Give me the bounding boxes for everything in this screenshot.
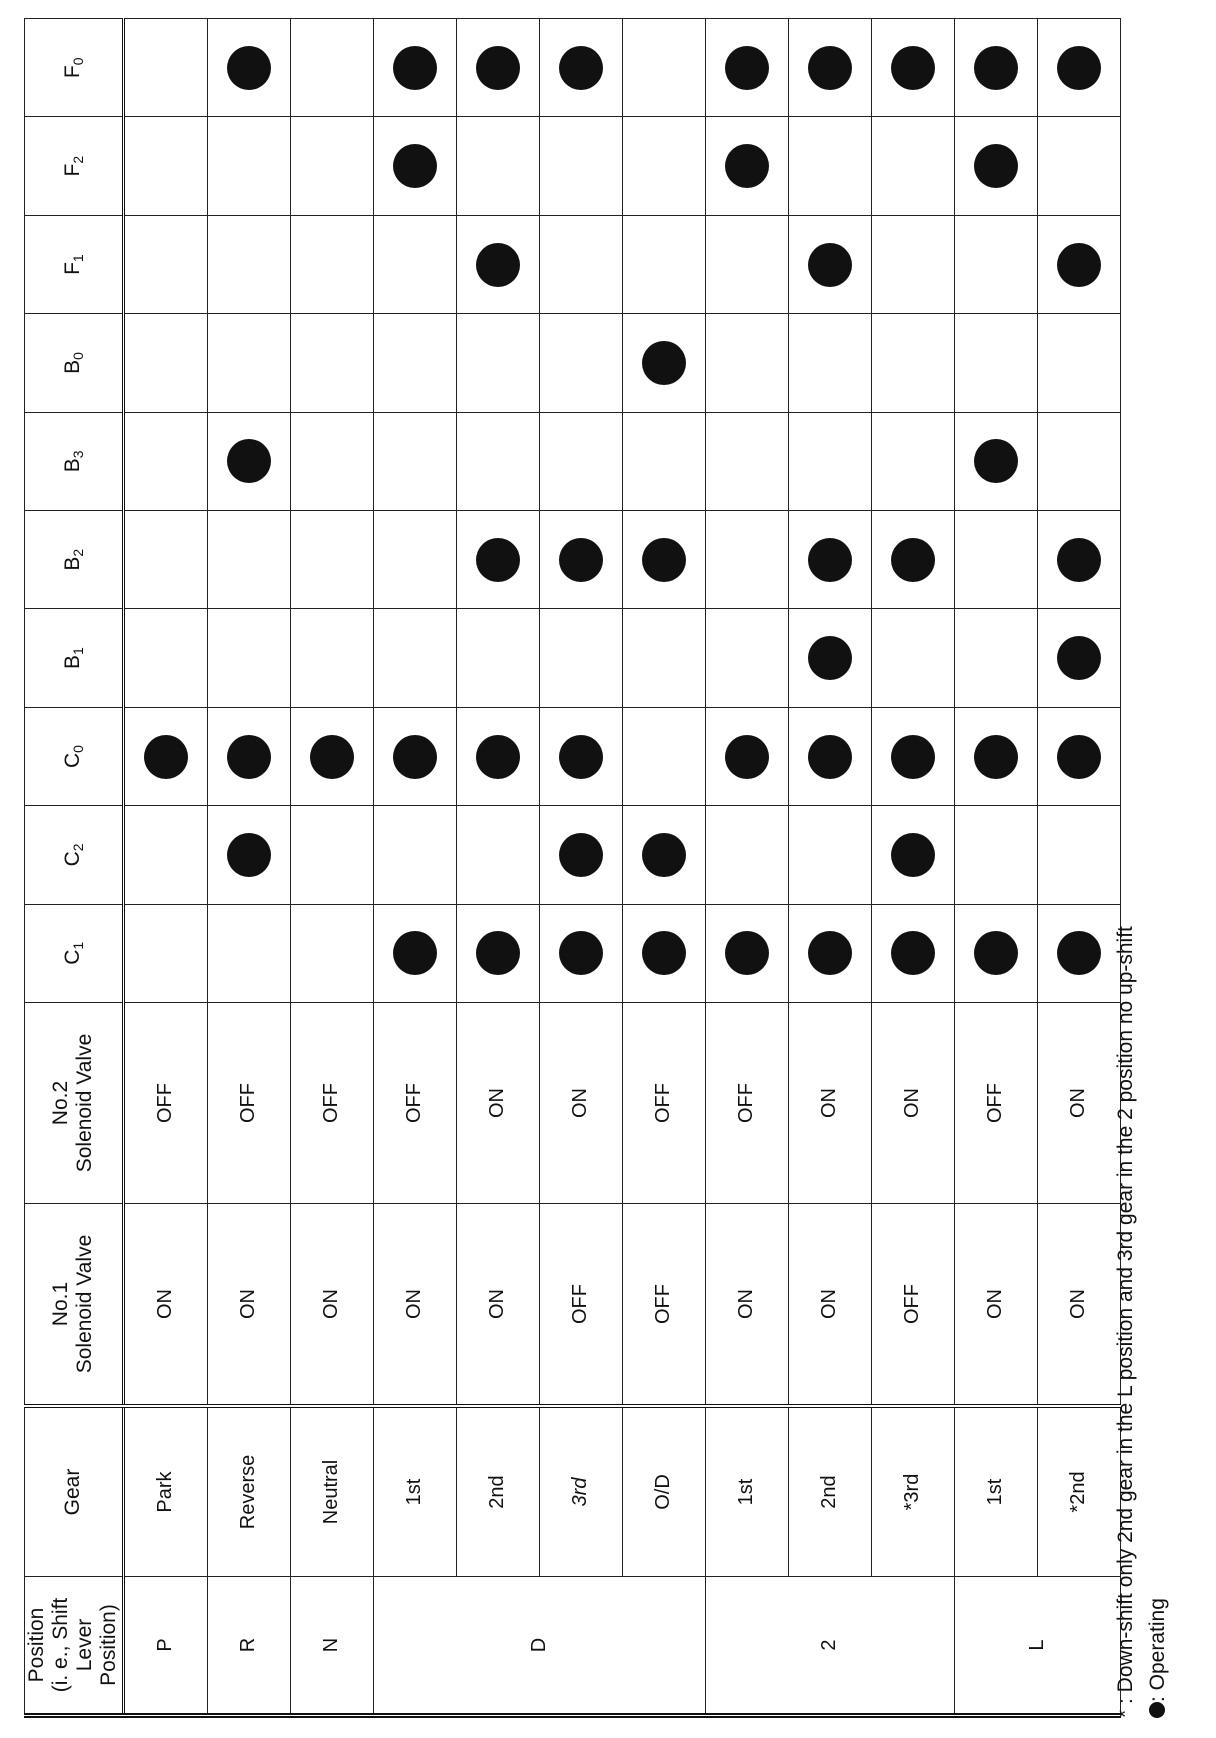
position-cell: D	[373, 1577, 705, 1716]
element-state-cell	[1037, 19, 1120, 117]
element-subscript: 0	[70, 745, 87, 753]
element-state-cell	[539, 904, 622, 1002]
gear-header: Gear	[25, 1406, 124, 1577]
operating-dot-icon	[808, 931, 852, 975]
element-header-b0	[25, 314, 124, 412]
element-state-cell	[373, 904, 456, 1002]
operating-dot-icon	[227, 439, 271, 483]
operation-table	[24, 18, 1121, 1718]
element-header-c0	[25, 707, 124, 805]
element-state-cell	[290, 19, 373, 117]
element-state-cell	[373, 707, 456, 805]
element-header-b2	[25, 511, 124, 609]
header-row	[25, 19, 124, 1716]
element-subscript: 2	[70, 155, 87, 164]
operating-dot-icon	[310, 735, 354, 779]
solenoid-valve-2-cell: OFF	[705, 1003, 788, 1204]
element-state-cell	[456, 117, 539, 215]
element-state-cell	[290, 806, 373, 904]
element-letter: C	[61, 949, 85, 965]
gear-cell: 2nd	[788, 1406, 871, 1577]
element-state-cell	[705, 806, 788, 904]
operating-dot-icon	[559, 538, 603, 582]
table-row	[705, 19, 788, 1716]
position-cell: 2	[705, 1577, 954, 1716]
element-state-cell	[456, 412, 539, 510]
table-row	[788, 19, 871, 1716]
element-state-cell	[539, 412, 622, 510]
element-header-b1	[25, 609, 124, 707]
gear-cell: Neutral	[290, 1406, 373, 1577]
table-body	[123, 19, 1120, 1716]
element-state-cell	[373, 609, 456, 707]
operating-dot-icon	[1057, 243, 1101, 287]
solenoid-valve-2-cell: ON	[456, 1003, 539, 1204]
element-state-cell	[954, 314, 1037, 412]
element-state-cell	[788, 117, 871, 215]
position-cell: N	[290, 1577, 373, 1716]
element-state-cell	[705, 511, 788, 609]
element-state-cell	[705, 707, 788, 805]
legend-note	[1142, 18, 1174, 1718]
element-state-cell	[539, 117, 622, 215]
element-header-f1	[25, 215, 124, 313]
element-letter: B	[61, 359, 85, 374]
element-state-cell	[123, 215, 207, 313]
element-header-b3	[25, 412, 124, 510]
element-state-cell	[456, 511, 539, 609]
solenoid-valve-2-cell: OFF	[622, 1003, 705, 1204]
operating-dot-icon	[808, 636, 852, 680]
operating-dot-icon	[974, 144, 1018, 188]
position-cell: R	[207, 1577, 290, 1716]
element-state-cell	[290, 314, 373, 412]
element-state-cell	[290, 707, 373, 805]
solenoid-valve-2-header: No.2 Solenoid Valve	[25, 1003, 124, 1204]
operating-dot-icon	[974, 46, 1018, 90]
element-state-cell	[123, 314, 207, 412]
element-state-cell	[1037, 806, 1120, 904]
element-state-cell	[871, 904, 954, 1002]
element-state-cell	[622, 609, 705, 707]
element-letter: B	[61, 655, 85, 670]
element-letter: C	[61, 851, 85, 867]
solenoid-valve-1-header: No.1 Solenoid Valve	[25, 1204, 124, 1407]
solenoid-valve-2-cell: OFF	[123, 1003, 207, 1204]
element-state-cell	[123, 806, 207, 904]
operating-dot-icon	[1057, 636, 1101, 680]
operating-dot-icon	[891, 735, 935, 779]
element-subscript: 1	[70, 254, 87, 263]
element-state-cell	[456, 707, 539, 805]
element-state-cell	[871, 609, 954, 707]
element-state-cell	[788, 609, 871, 707]
solenoid-valve-2-cell: ON	[539, 1003, 622, 1204]
element-state-cell	[1037, 117, 1120, 215]
element-state-cell	[539, 215, 622, 313]
element-state-cell	[207, 904, 290, 1002]
solenoid-valve-1-cell: ON	[788, 1204, 871, 1407]
element-state-cell	[622, 806, 705, 904]
solenoid-valve-1-cell: ON	[207, 1204, 290, 1407]
operating-dot-icon	[476, 931, 520, 975]
element-state-cell	[954, 117, 1037, 215]
element-state-cell	[539, 19, 622, 117]
operating-dot-icon	[891, 538, 935, 582]
element-subscript: 1	[70, 941, 87, 950]
element-state-cell	[705, 412, 788, 510]
operating-dot-icon	[891, 46, 935, 90]
element-state-cell	[123, 904, 207, 1002]
element-state-cell	[207, 215, 290, 313]
operating-dot-icon	[891, 931, 935, 975]
element-state-cell	[871, 215, 954, 313]
operating-dot-icon	[144, 735, 188, 779]
element-state-cell	[373, 511, 456, 609]
element-state-cell	[1037, 609, 1120, 707]
gear-cell: *2nd	[1037, 1406, 1120, 1577]
element-letter: B	[61, 556, 85, 571]
solenoid-valve-2-cell: ON	[871, 1003, 954, 1204]
gear-cell: 1st	[705, 1406, 788, 1577]
solenoid-valve-1-cell: ON	[456, 1204, 539, 1407]
operating-dot-icon	[642, 931, 686, 975]
element-state-cell	[456, 314, 539, 412]
operating-dot-icon	[227, 833, 271, 877]
solenoid-valve-1-cell: ON	[705, 1204, 788, 1407]
table-row	[954, 19, 1037, 1716]
gear-cell: 3rd	[539, 1406, 622, 1577]
element-state-cell	[954, 511, 1037, 609]
element-state-cell	[456, 215, 539, 313]
element-state-cell	[788, 215, 871, 313]
element-state-cell	[123, 609, 207, 707]
element-state-cell	[871, 806, 954, 904]
element-state-cell	[788, 707, 871, 805]
solenoid-valve-2-cell: OFF	[373, 1003, 456, 1204]
element-state-cell	[1037, 412, 1120, 510]
operating-dot-icon	[642, 538, 686, 582]
element-state-cell	[207, 511, 290, 609]
element-state-cell	[373, 117, 456, 215]
operating-dot-icon	[1057, 538, 1101, 582]
element-state-cell	[373, 412, 456, 510]
operating-dot-icon	[393, 144, 437, 188]
element-state-cell	[207, 19, 290, 117]
gear-cell: Park	[123, 1406, 207, 1577]
element-header-c1	[25, 904, 124, 1002]
operating-dot-icon	[808, 243, 852, 287]
element-state-cell	[788, 904, 871, 1002]
operating-dot-icon	[642, 833, 686, 877]
solenoid-valve-2-cell: OFF	[207, 1003, 290, 1204]
table-row	[207, 19, 290, 1716]
element-subscript: 1	[70, 647, 87, 656]
gear-cell: *3rd	[871, 1406, 954, 1577]
table-row	[373, 19, 456, 1716]
legend-note-text: : Operating	[1145, 1598, 1169, 1702]
element-state-cell	[456, 806, 539, 904]
element-state-cell	[290, 215, 373, 313]
table-row	[1037, 19, 1120, 1716]
operating-dot-icon	[559, 931, 603, 975]
element-state-cell	[290, 117, 373, 215]
table-row	[290, 19, 373, 1716]
element-state-cell	[539, 609, 622, 707]
element-state-cell	[207, 314, 290, 412]
element-state-cell	[954, 609, 1037, 707]
element-state-cell	[373, 806, 456, 904]
element-state-cell	[123, 19, 207, 117]
element-state-cell	[1037, 215, 1120, 313]
solenoid-valve-1-cell: ON	[1037, 1204, 1120, 1407]
element-state-cell	[290, 511, 373, 609]
element-state-cell	[123, 511, 207, 609]
element-header-f2	[25, 117, 124, 215]
operating-dot-icon	[891, 833, 935, 877]
operating-dot-icon	[559, 735, 603, 779]
solenoid-valve-1-cell: ON	[954, 1204, 1037, 1407]
operating-dot-icon	[476, 538, 520, 582]
element-letter: F	[61, 65, 85, 79]
operating-dot-icon	[808, 46, 852, 90]
element-state-cell	[1037, 511, 1120, 609]
element-state-cell	[871, 707, 954, 805]
element-state-cell	[954, 19, 1037, 117]
element-state-cell	[705, 215, 788, 313]
operating-dot-icon	[227, 735, 271, 779]
operating-dot-icon	[725, 46, 769, 90]
element-state-cell	[705, 904, 788, 1002]
element-state-cell	[456, 19, 539, 117]
element-state-cell	[290, 904, 373, 1002]
element-state-cell	[622, 314, 705, 412]
element-state-cell	[207, 806, 290, 904]
position-header: Position (i. e., Shift Lever Position)	[25, 1577, 124, 1716]
operating-dot-icon	[476, 46, 520, 90]
operating-dot-icon	[227, 46, 271, 90]
table-row	[456, 19, 539, 1716]
solenoid-valve-1-cell: OFF	[871, 1204, 954, 1407]
element-state-cell	[290, 609, 373, 707]
element-state-cell	[954, 215, 1037, 313]
gear-cell: Reverse	[207, 1406, 290, 1577]
footnotes	[1110, 18, 1173, 1718]
element-state-cell	[622, 412, 705, 510]
solenoid-valve-1-cell: OFF	[539, 1204, 622, 1407]
operating-dot-icon	[1057, 46, 1101, 90]
operating-dot-icon	[1057, 931, 1101, 975]
element-state-cell	[705, 117, 788, 215]
element-subscript: 2	[70, 548, 87, 557]
gear-cell: 1st	[373, 1406, 456, 1577]
element-state-cell	[123, 117, 207, 215]
element-subscript: 3	[70, 450, 87, 459]
element-subscript: 2	[70, 843, 87, 852]
element-state-cell	[622, 19, 705, 117]
solenoid-valve-2-cell: OFF	[290, 1003, 373, 1204]
element-state-cell	[788, 511, 871, 609]
element-state-cell	[207, 412, 290, 510]
element-state-cell	[622, 904, 705, 1002]
element-state-cell	[123, 412, 207, 510]
element-state-cell	[207, 707, 290, 805]
element-state-cell	[954, 806, 1037, 904]
asterisk-note	[1110, 18, 1142, 1718]
element-state-cell	[1037, 707, 1120, 805]
table-row	[123, 19, 207, 1716]
operating-dot-icon	[974, 439, 1018, 483]
element-state-cell	[954, 904, 1037, 1002]
element-state-cell	[207, 609, 290, 707]
element-state-cell	[871, 19, 954, 117]
element-state-cell	[373, 215, 456, 313]
element-state-cell	[788, 19, 871, 117]
asterisk-marker: * :	[1114, 1698, 1137, 1718]
solenoid-valve-1-cell: OFF	[622, 1204, 705, 1407]
element-state-cell	[539, 806, 622, 904]
element-state-cell	[622, 707, 705, 805]
element-subscript: 0	[70, 352, 87, 360]
element-state-cell	[622, 117, 705, 215]
element-state-cell	[622, 511, 705, 609]
element-state-cell	[705, 19, 788, 117]
operating-dot-icon	[393, 46, 437, 90]
position-cell: P	[123, 1577, 207, 1716]
element-state-cell	[954, 412, 1037, 510]
operating-dot-icon	[559, 833, 603, 877]
element-letter: B	[61, 458, 85, 473]
element-subscript: 0	[70, 57, 87, 66]
element-header-f0	[25, 19, 124, 117]
element-state-cell	[871, 412, 954, 510]
element-state-cell	[1037, 314, 1120, 412]
element-state-cell	[123, 707, 207, 805]
gear-cell: 1st	[954, 1406, 1037, 1577]
element-state-cell	[539, 511, 622, 609]
operating-dot-icon	[725, 735, 769, 779]
operating-dot-icon	[1149, 1702, 1165, 1718]
element-state-cell	[456, 609, 539, 707]
element-state-cell	[1037, 904, 1120, 1002]
table-row	[871, 19, 954, 1716]
solenoid-valve-1-cell: ON	[290, 1204, 373, 1407]
element-state-cell	[954, 707, 1037, 805]
element-state-cell	[705, 609, 788, 707]
position-cell: L	[954, 1577, 1120, 1716]
solenoid-valve-2-cell: ON	[1037, 1003, 1120, 1204]
operating-dot-icon	[725, 144, 769, 188]
element-state-cell	[705, 314, 788, 412]
element-letter: F	[61, 163, 85, 177]
element-state-cell	[539, 314, 622, 412]
asterisk-note-text: Down-shift only 2nd gear in the L position and 3rd gear in the 2 position no up-shift	[1114, 926, 1137, 1693]
operating-dot-icon	[808, 735, 852, 779]
operating-dot-icon	[642, 341, 686, 385]
element-state-cell	[456, 904, 539, 1002]
solenoid-valve-2-cell: OFF	[954, 1003, 1037, 1204]
solenoid-valve-1-cell: ON	[123, 1204, 207, 1407]
operating-dot-icon	[1057, 735, 1101, 779]
element-state-cell	[871, 511, 954, 609]
solenoid-valve-2-cell: ON	[788, 1003, 871, 1204]
element-state-cell	[871, 117, 954, 215]
solenoid-valve-1-cell: ON	[373, 1204, 456, 1407]
table-row	[539, 19, 622, 1716]
element-state-cell	[622, 215, 705, 313]
operating-dot-icon	[393, 931, 437, 975]
element-state-cell	[788, 412, 871, 510]
element-state-cell	[207, 117, 290, 215]
operating-dot-icon	[725, 931, 769, 975]
element-state-cell	[539, 707, 622, 805]
element-state-cell	[373, 19, 456, 117]
operating-dot-icon	[476, 243, 520, 287]
element-state-cell	[788, 806, 871, 904]
element-state-cell	[871, 314, 954, 412]
gear-cell: 2nd	[456, 1406, 539, 1577]
element-header-c2	[25, 806, 124, 904]
operating-dot-icon	[974, 931, 1018, 975]
element-state-cell	[373, 314, 456, 412]
element-letter: F	[61, 262, 85, 275]
operating-dot-icon	[974, 735, 1018, 779]
table-row	[622, 19, 705, 1716]
element-letter: C	[61, 752, 85, 769]
element-state-cell	[290, 412, 373, 510]
operating-dot-icon	[559, 46, 603, 90]
gear-cell: O/D	[622, 1406, 705, 1577]
operating-dot-icon	[476, 735, 520, 779]
operating-dot-icon	[808, 538, 852, 582]
element-state-cell	[788, 314, 871, 412]
operating-dot-icon	[393, 735, 437, 779]
